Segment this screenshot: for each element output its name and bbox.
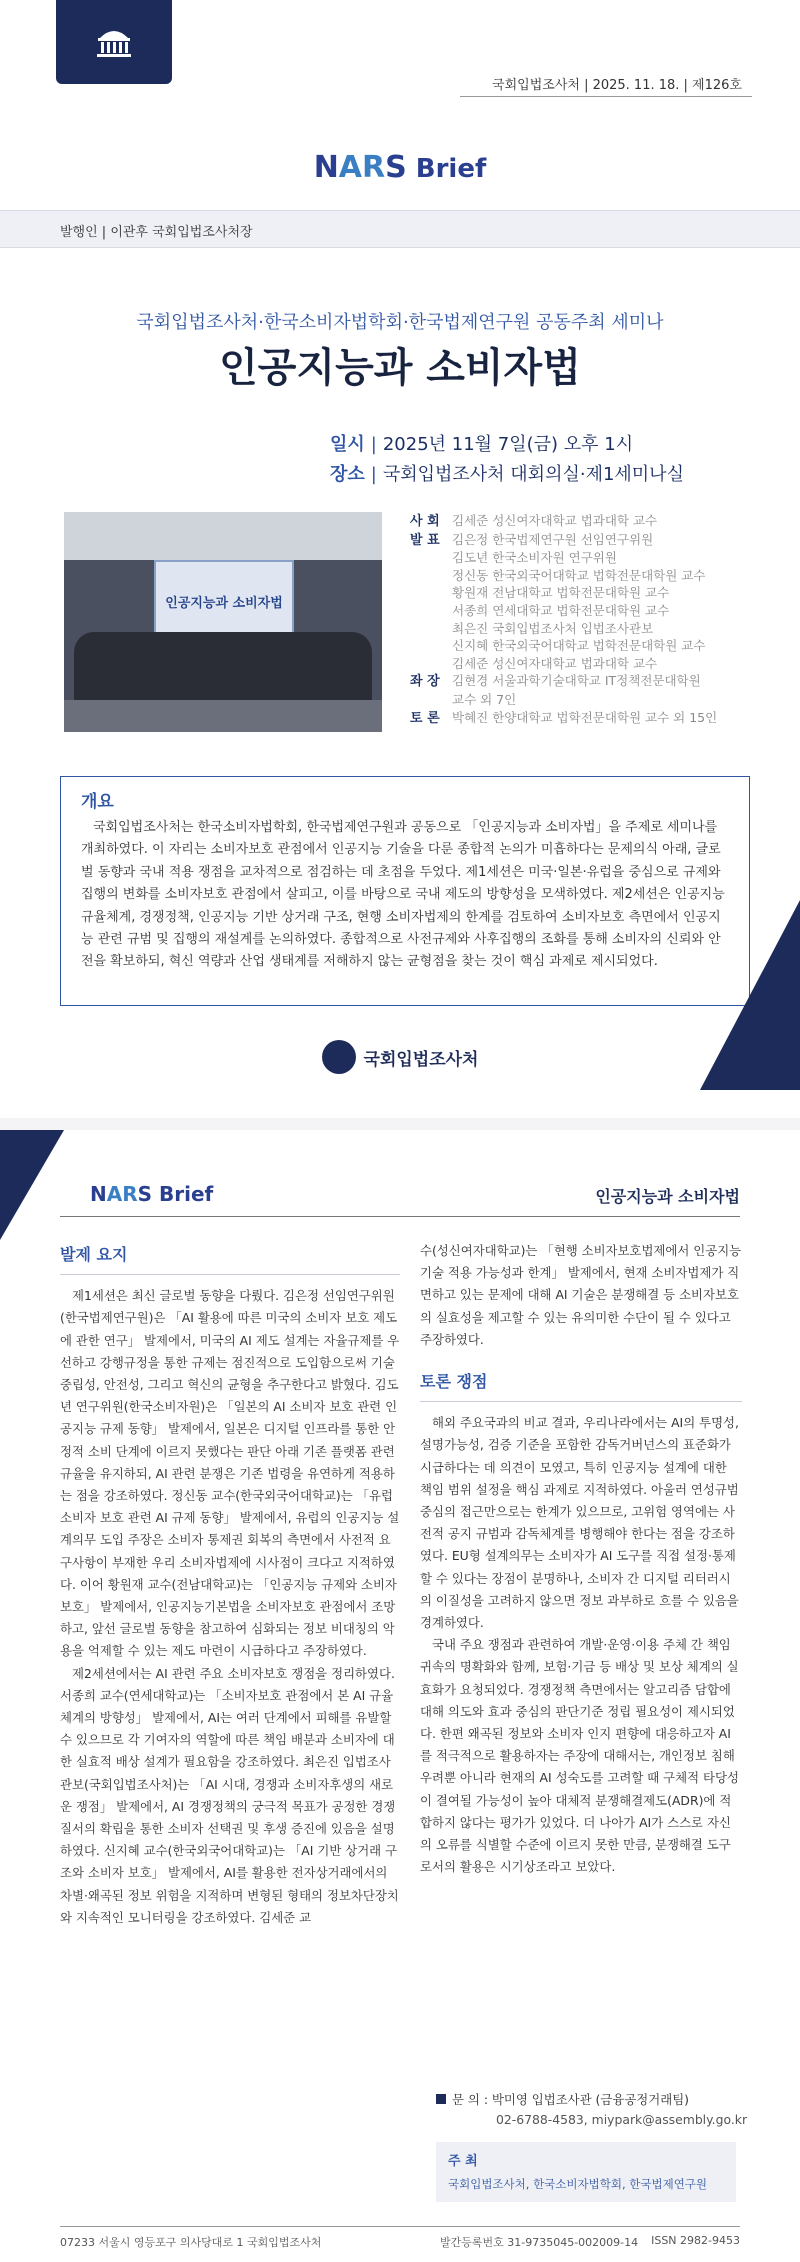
roster-entry: 신지혜 한국외국어대학교 법학전문대학원 교수 (452, 638, 706, 654)
publisher-text: 발행인 | 이관후 국회입법조사처장 (60, 225, 253, 240)
roster-row (410, 655, 717, 673)
footer-issn: ISSN 2982-9453 (651, 2234, 740, 2247)
roster-role: 좌 장 (410, 674, 440, 690)
roster-role: 토 론 (410, 710, 440, 726)
decorative-triangle-left (0, 1130, 64, 1240)
nars-footer-logo: 국회입법조사처 (0, 1040, 800, 1074)
roster-row (410, 549, 717, 567)
roster-row (410, 584, 717, 602)
discussion-paragraph-1: 해외 주요국과의 비교 결과, 우리나라에서는 AI의 투명성, 설명가능성, 검증 기준을 포함한 감독거버넌스의 표준화가 시급하다는 데 의견이 모였고, 특히 인공지능 설계에 대한 책임 범위 설정을 핵심 과제로 지적하였다. 아울러 연성규범 중심의 접근만으로는 한계가 있으므로, 고위험 영역에는 사전적 공지 규범과 감독체계를 병행해야 한다는 점을 강조하였다. EU형 설계의무는 소비자가 AI 도구를 직접 설정·통제할 수 있다는 장점이 분명하나, 소비자 간 디지털 리터러시의 이질성을 고려하지 않으면 정보 과부하로 흐를 수 있음을 경계하였다. (420, 1415, 739, 1631)
contact-detail: 02-6788-4583, miypark@assembly.go.kr (496, 2112, 748, 2127)
nars-emblem-icon (322, 1040, 356, 1074)
contact-label: 문 의 : 박미영 입법조사관 (금융공정거래팀) (452, 2092, 690, 2107)
roster-entry: 김세준 성신여자대학교 법과대학 교수 (452, 655, 658, 671)
footer-registration: 발간등록번호 31-9735045-002009-14 (440, 2236, 639, 2249)
presentation-paragraph-1: 제1세션은 최신 글로벌 동향을 다뤘다. 김은정 선임연구위원(한국법제연구원)은 「AI 활용에 따른 미국의 소비자 보호 제도에 관한 연구」 발제에서, 미국의 AI 제도 설계는 자율규제를 우선하고 강행규정을 통한 규제는 점진적으로 도입함으로써 기술중립성, 안전성, 그리고 혁신의 균형을 추구한다고 밝혔다. 김도년 연구위원(한국소비자원)은 「일본의 AI 소비자 보호 관련 인공지능 규제 동향」 발제에서, 일본은 디지털 인프라를 통한 안정적 소비 단계에 이르지 못했다는 판단 아래 기존 플랫폼 관련 규율을 유지하되, AI 관련 분쟁은 기존 법령을 유연하게 적용하는 점을 강조하였다. 정신동 교수(한국외국어대학교)는 「유럽 소비자 보호 관련 AI 규제 동향」 발제에서, 유럽의 인공지능 설계의무 도입 주장은 소비자 통제권 회복의 측면에서 사전적 요구사항이 부재한 우리 소비자법제에 시사점이 크다고 지적하였다. 이어 황원재 교수(전남대학교)는 「인공지능 규제와 소비자 보호」 발제에서, 인공지능기본법을 소비자보호 관점에서 조망하고, 앞선 글로벌 동향을 참고하여 심화되는 정보 비대칭의 악용을 억제할 수 있는 제도 마련이 시급하다고 주장하였다. (60, 1288, 400, 1659)
roster-row (410, 672, 717, 691)
schedule-date: 일시 | 2025년 11월 7일(금) 오후 1시 (330, 434, 634, 455)
roster-entry: 정신동 한국외국어대학교 법학전문대학원 교수 (452, 567, 706, 583)
host-box (436, 2142, 736, 2202)
overview-box (60, 776, 750, 1006)
right-column (420, 1240, 742, 1878)
running-header-title: 인공지능과 소비자법 (595, 1187, 740, 1206)
page-title: 인공지능과 소비자법 (219, 345, 581, 391)
seminar-subtitle: 국회입법조사처·한국소비자법학회·한국법제연구원 공동주최 세미나 (136, 312, 664, 333)
presentation-continued: 수(성신여자대학교)는 「현행 소비자보호법제에서 인공지능 기술 적용 가능성과 한계」 발제에서, 현재 소비자법제가 직면하고 있는 문제에 대해 AI 기술은 분쟁해결 등 소비자보호의 실효성을 제고할 수 있는 유의미한 수단이 될 수 있다고 주장하였다. (420, 1243, 742, 1347)
host-label: 주 최 (448, 2154, 478, 2169)
overview-body: 국회입법조사처는 한국소비자법학회, 한국법제연구원과 공동으로 「인공지능과 소비자법」을 주제로 세미나를 개최하였다. 이 자리는 소비자보호 관점에서 인공지능 기술을 다룬 종합적 논의가 미흡하다는 문제의식 아래, 글로벌 동향과 국내 적용 쟁점을 교차적으로 점검하는 데 초점을 두었다. 제1세션은 미국·일본·유럽을 중심으로 규제와 집행의 변화를 소비자보호 관점에서 살피고, 이를 바탕으로 국내 제도의 방향성을 모색하였다. 제2세션은 인공지능 규율체계, 경쟁정책, 인공지능 기반 상거래 구조, 현행 소비자법제의 한계를 검토하여 소비자보호 측면에서 인공지능 관련 규범 및 집행의 재설계를 논의하였다. 종합적으로 사전규제와 사후집행의 조화를 통해 소비자의 신뢰와 안전을 확보하되, 혁신 역량과 산업 생태계를 저해하지 않는 균형점을 찾는 것이 핵심 과제로 제시되었다. (81, 820, 725, 970)
schedule (330, 430, 684, 490)
page-divider (0, 1118, 800, 1130)
overview-title: 개요 (81, 792, 114, 812)
roster-row (410, 691, 717, 709)
photo-banner: 인공지능과 소비자법 (154, 560, 294, 640)
nars-brief-logo: NARS Brief (313, 150, 487, 185)
section-title-discussion: 토론 쟁점 (420, 1367, 742, 1402)
participant-roster (410, 512, 717, 727)
publisher-band (0, 210, 800, 248)
footer-address: 07233 서울시 영등포구 의사당대로 1 국회입법조사처 (60, 2236, 322, 2249)
roster-entry: 김현경 서울과학기술대학교 IT정책전문대학원 (452, 673, 701, 689)
issue-line: 국회입법조사처 | 2025. 11. 18. | 제126호 (492, 78, 742, 93)
assembly-building-icon (94, 20, 134, 60)
roster-entry: 김도년 한국소비자원 연구위원 (452, 550, 617, 566)
host-value: 국회입법조사처, 한국소비자법학회, 한국법제연구원 (448, 2177, 708, 2191)
roster-entry: 김은정 한국법제연구원 선임연구위원 (452, 531, 654, 547)
roster-row (410, 709, 717, 728)
footer-rule (60, 2226, 740, 2227)
roster-role: 발 표 (410, 532, 440, 548)
roster-role: 사 회 (410, 514, 440, 529)
roster-row (410, 620, 717, 638)
header-rule (60, 1216, 740, 1217)
assembly-logo-badge (56, 0, 172, 84)
roster-row (410, 567, 717, 585)
left-column (60, 1240, 400, 1929)
roster-row (410, 512, 717, 531)
contact-info (436, 2090, 747, 2130)
roster-entry: 황원재 전남대학교 법학전문대학원 교수 (452, 585, 670, 601)
bullet-square-icon (436, 2094, 446, 2104)
seminar-group-photo (64, 512, 382, 732)
discussion-paragraph-2: 국내 주요 쟁점과 관련하여 개발·운영·이용 주체 간 책임 귀속의 명확화와 함께, 보험·기금 등 배상 및 보상 체계의 실효화가 요청되었다. 경쟁정책 측면에서는 알고리즘 담합에 대해 의도와 효과 중심의 판단기준 정립 필요성이 제시되었다. 한편 왜곡된 정보와 소비자 인지 편향에 대응하고자 AI를 적극적으로 활용하자는 주장에 대해서는, 개인정보 침해 우려뿐 아니라 현재의 AI 성숙도를 고려할 때 구체적 타당성이 결여될 가능성이 높아 대체적 분쟁해결제도(ADR)에 적합하지 않다는 평가가 있었다. 더 나아가 AI가 스스로 자신의 오류를 식별할 수준에 이르지 못한 만큼, 분쟁해결 도구로서의 활용은 시기상조라고 보았다. (420, 1637, 739, 1875)
roster-entry: 최은진 국회입법조사처 입법조사관보 (452, 620, 654, 636)
roster-row (410, 602, 717, 620)
nars-brief-logo-small: NARS Brief (90, 1182, 214, 1206)
roster-entry: 박혜진 한양대학교 법학전문대학원 교수 외 15인 (452, 709, 718, 725)
roster-row (410, 531, 717, 550)
roster-row (410, 637, 717, 655)
issue-rule (460, 96, 752, 97)
presentation-paragraph-2: 제2세션에서는 AI 관련 주요 소비자보호 쟁점을 정리하였다. 서종희 교수(연세대학교)는 「소비자보호 관점에서 본 AI 규율체계의 방향성」 발제에서, AI는 여러 단계에서 피해를 유발할 수 있으므로 각 기여자의 역할에 따른 책임 배분과 소비자에 대한 실효적 배상 설계가 필요함을 강조하였다. 최은진 입법조사관보(국회입법조사처)는 「AI 시대, 경쟁과 소비자후생의 새로운 쟁점」 발제에서, AI 경쟁정책의 궁극적 목표가 공정한 경쟁질서의 확립을 통한 소비자 선택권 및 후생 증진에 있음을 설명하였다. 신지혜 교수(한국외국어대학교)는 「AI 기반 상거래 구조와 소비자 보호」 발제에서, AI를 활용한 전자상거래에서의 차별·왜곡된 정보 위험을 지적하며 변형된 형태의 정보차단장치와 지속적인 모니터링을 강조하였다. 김세준 교 (60, 1665, 399, 1925)
section-title-presentation: 발제 요지 (60, 1240, 400, 1275)
roster-entry: 서종희 연세대학교 법학전문대학원 교수 (452, 602, 670, 618)
schedule-place: 장소 | 국회입법조사처 대회의실·제1세미나실 (330, 464, 684, 485)
roster-entry: 교수 외 7인 (452, 691, 517, 707)
roster-entry: 김세준 성신여자대학교 법과대학 교수 (452, 513, 658, 528)
